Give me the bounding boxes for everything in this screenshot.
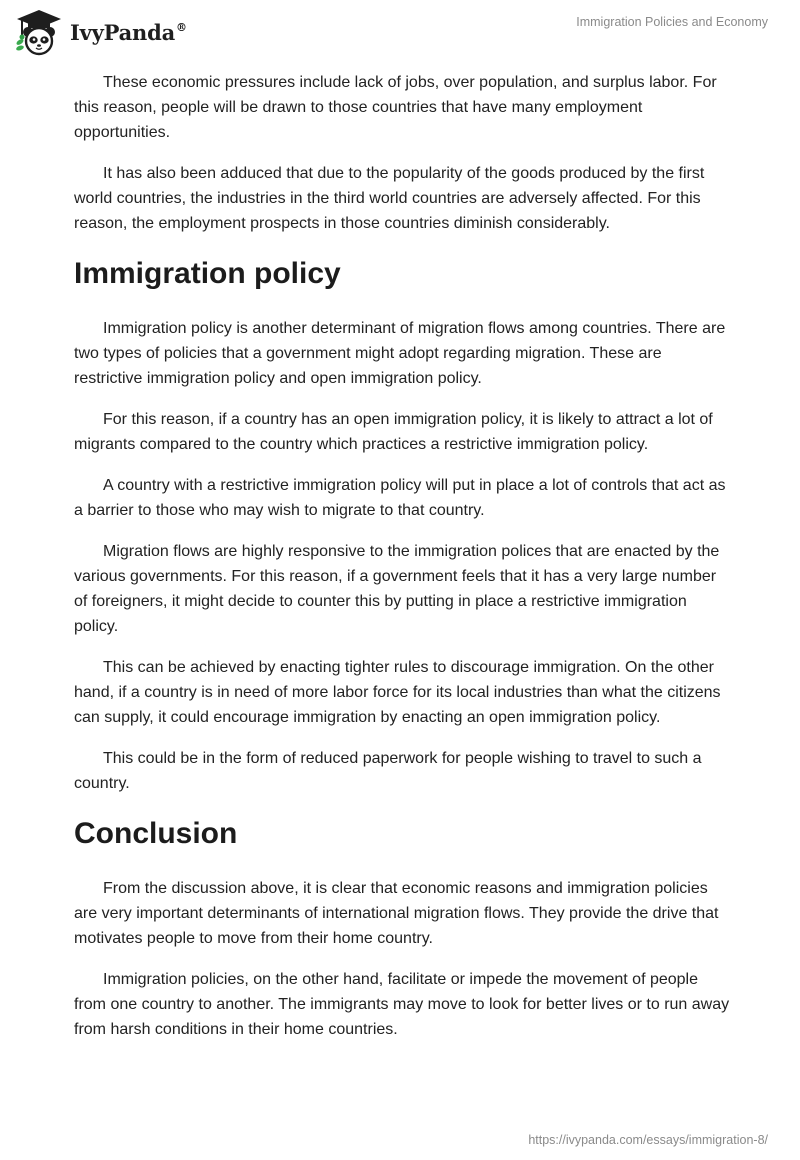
- paragraph: These economic pressures include lack of jobs, over population, and surplus labor. For this reason, people will be drawn to those countries that have many employment opportunities.: [74, 74, 717, 141]
- paragraph: A country with a restrictive immigration policy will put in place a lot of controls that act as a barrier to those who may wish to migrate to that country.: [74, 477, 726, 519]
- paragraph: Immigration policy is another determinant of migration flows among countries. There are two types of policies that a government might adopt regarding migration. These are restrictive immigration policy and open immigration policy.: [74, 320, 726, 387]
- paragraph: For this reason, if a country has an open immigration policy, it is likely to attract a lot of migrants compared to the country which practices a restrictive immigration policy.: [74, 411, 713, 453]
- paragraph: This could be in the form of reduced paperwork for people wishing to travel to such a country.: [74, 750, 702, 792]
- page-header: [0, 0, 800, 64]
- source-url[interactable]: https://ivypanda.com/essays/immigration-8/: [528, 1133, 768, 1147]
- paragraph: Immigration policies, on the other hand, facilitate or impede the movement of people from one country to another. The immigrants may move to look for better lives or to run away from harsh conditions in their home countries.: [74, 971, 730, 1038]
- logo-text: IvyPanda®: [70, 19, 187, 45]
- paragraph: This can be achieved by enacting tighter rules to discourage immigration. On the other hand, if a country is in need of more labor force for its local industries than what the citizens can supply, it could encourage immigration by enacting an open immigration policy.: [74, 659, 721, 726]
- panda-graduate-icon: [14, 8, 64, 56]
- paragraph: From the discussion above, it is clear that economic reasons and immigration policies are very important determinants of international migration flows. They provide the drive that motivates people to move from their home country.: [74, 880, 719, 947]
- essay-content: [74, 70, 730, 1058]
- section-heading-conclusion: Conclusion: [74, 817, 238, 850]
- ivypanda-logo[interactable]: [14, 8, 187, 56]
- section-heading-immigration-policy: Immigration policy: [74, 257, 341, 290]
- document-title: Immigration Policies and Economy: [576, 15, 768, 29]
- paragraph: Migration flows are highly responsive to the immigration polices that are enacted by the various governments. For this reason, if a government feels that it has a very large number of foreigners, it might decide to counter this by putting in place a restrictive immigration policy.: [74, 543, 720, 635]
- paragraph: It has also been adduced that due to the popularity of the goods produced by the first world countries, the industries in the third world countries are adversely affected. For this reason, the employment prospects in those countries diminish considerably.: [74, 165, 705, 232]
